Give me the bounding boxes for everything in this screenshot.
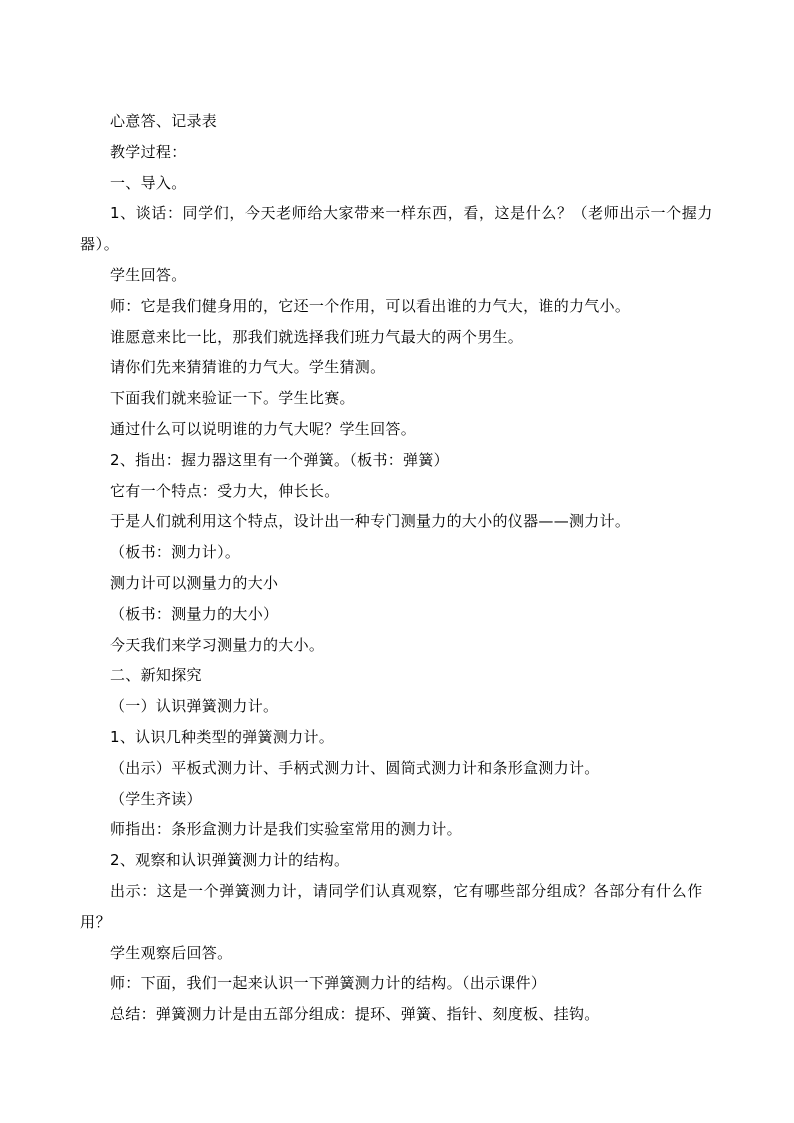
- text-line: 心意答、记录表: [110, 112, 218, 130]
- text-line: 它有一个特点：受力大，伸长长。: [110, 481, 340, 500]
- text-line: 师指出：条形盒测力计是我们实验室常用的测力计。: [110, 820, 462, 839]
- text-line: 学生回答。: [110, 265, 187, 284]
- text-line: （板书：测量力的大小）: [110, 604, 279, 623]
- section-heading: 一、导入。: [110, 173, 187, 192]
- text-line: 学生观察后回答。: [110, 943, 233, 962]
- text-line: 师：下面，我们一起来认识一下弹簧测力计的结构。（出示课件）: [110, 974, 547, 993]
- text-line: （板书：测力计）。: [110, 543, 241, 562]
- text-line: （学生齐读）: [110, 789, 202, 808]
- text-line: 今天我们来学习测量力的大小。: [110, 635, 325, 654]
- text-line: 通过什么可以说明谁的力气大呢？学生回答。: [110, 419, 417, 438]
- text-line: 教学过程：: [110, 142, 187, 161]
- text-line: 2、观察和认识弹簧测力计的结构。: [110, 851, 350, 870]
- section-heading: 二、新知探究: [110, 666, 202, 685]
- text-line: 下面我们就来验证一下。学生比赛。: [110, 389, 355, 408]
- text-line: 谁愿意来比一比，那我们就选择我们班力气最大的两个男生。: [110, 327, 524, 346]
- text-line: 师：它是我们健身用的，它还一个作用，可以看出谁的力气大，谁的力气小。: [110, 296, 631, 315]
- text-line: 2、指出：握力器这里有一个弹簧。（板书：弹簧）: [110, 450, 449, 469]
- text-line: 于是人们就利用这个特点，设计出一种专门测量力的大小的仪器——测力计。: [110, 512, 631, 531]
- document-body: [80, 106, 716, 1030]
- subsection-heading: （一）认识弹簧测力计。: [110, 697, 279, 716]
- text-line: 请你们先来猜猜谁的力气大。学生猜测。: [110, 358, 386, 377]
- paragraph: 1、谈话：同学们，今天老师给大家带来一样东西，看，这是什么？（老师出示一个握力器）。: [80, 204, 713, 254]
- text-line: 测力计可以测量力的大小: [110, 573, 279, 592]
- text-line: 1、认识几种类型的弹簧测力计。: [110, 727, 335, 746]
- text-line: （出示）平板式测力计、手柄式测力计、圆筒式测力计和条形盒测力计。: [110, 758, 600, 777]
- paragraph: 出示：这是一个弹簧测力计，请同学们认真观察，它有哪些部分组成？各部分有什么作用？: [80, 881, 703, 931]
- text-line: 总结：弹簧测力计是由五部分组成：提环、弹簧、指针、刻度板、挂钩。: [110, 1005, 600, 1024]
